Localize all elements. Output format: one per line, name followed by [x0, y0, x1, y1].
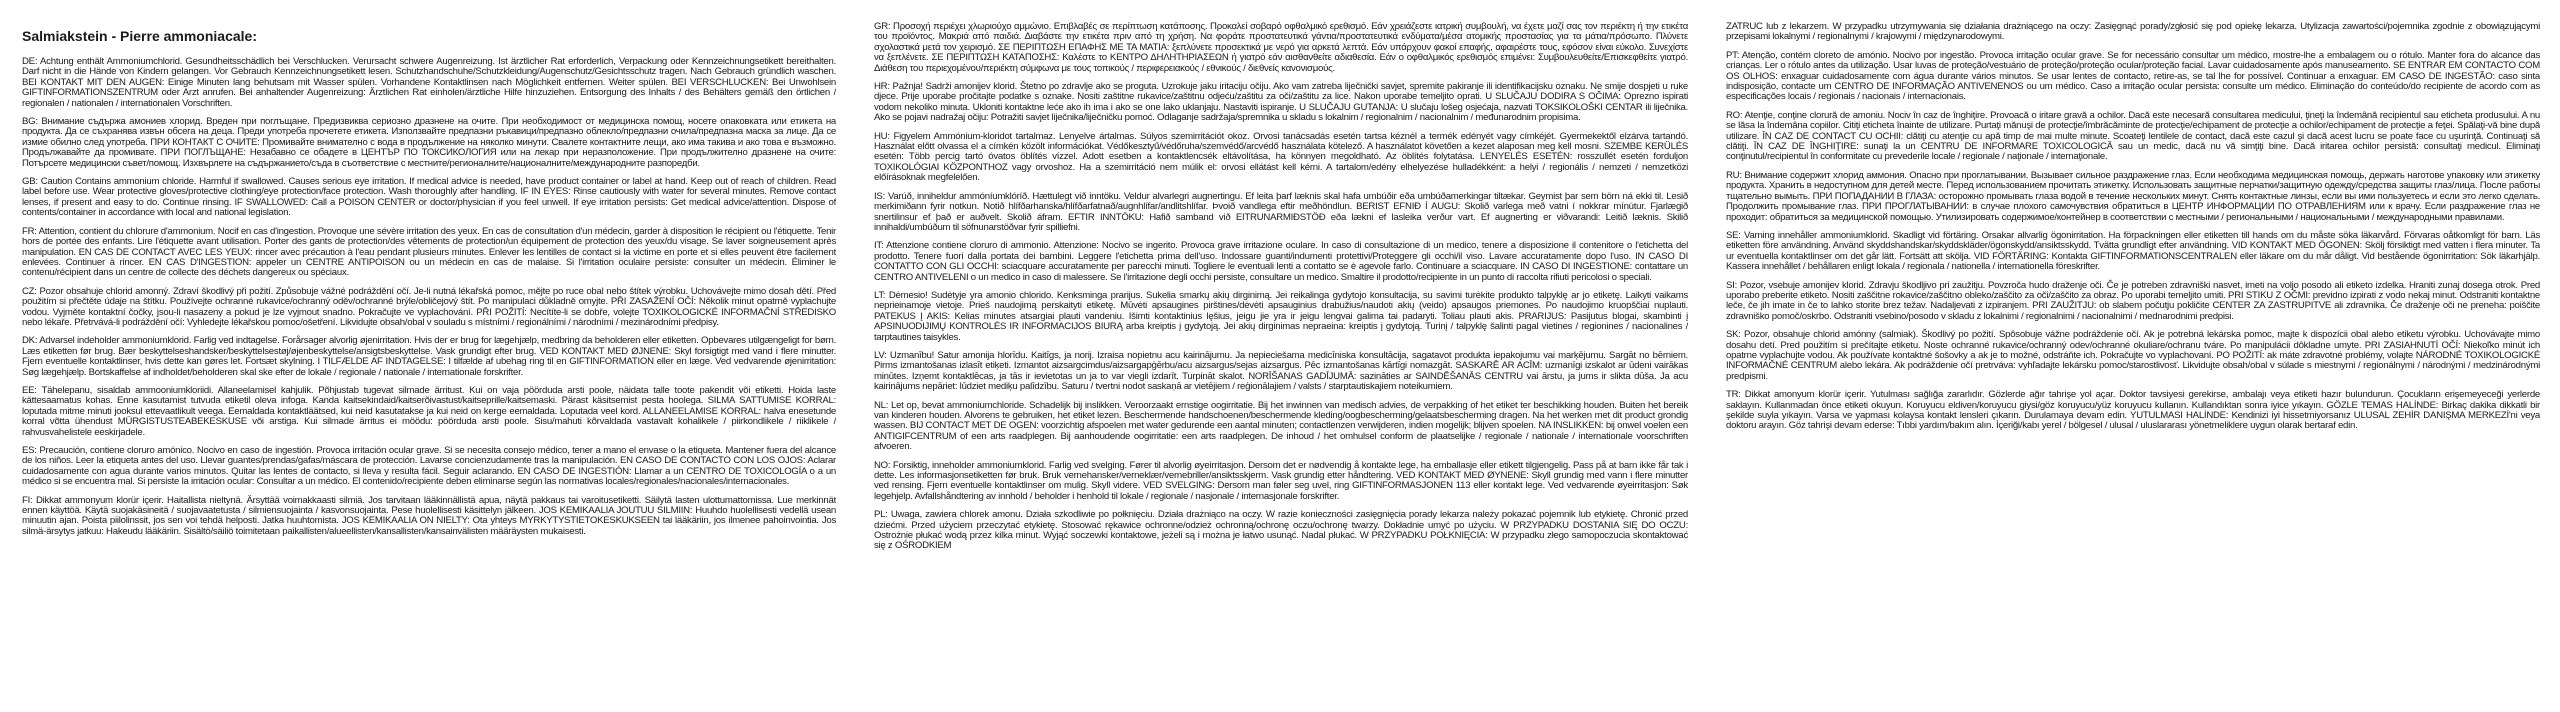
- warning-paragraph: SE: Varning innehåller ammoniumklorid. Skadligt vid förtäring. Orsakar allvarlig ögonirritation. Ha förpackningen eller etiketten till hands om du måste söka läkarvård. Förvaras oåtkomligt för barn. Läs etiketten före användning. Använd skyddshandskar/skyddskläder/ögonskydd/ansiktsskydd. Tvätta grundligt efter användning. VID KONTAKT MED ÖGONEN: Skölj försiktigt med vatten i flera minuter. Ta ur eventuella kontaktlinser om det går lätt. Fortsätt att skölja. VID FÖRTÄRING: Kontakta GIFTINFORMATIONSCENTRALEN eller läkare om du mår dåligt. Vid bestående ögonirritation: Sök läkarhjälp. Kassera innehållet / behållaren enligt lokala / regionala / nationella / internationella föreskrifter.: [1726, 229, 2540, 273]
- warning-paragraph: GR: Προσοχή περιέχει χλωριούχο αμμώνιο. Επιβλαβές σε περίπτωση κατάποσης. Προκαλεί σοβαρό οφθαλμικό ερεθισμό. Εάν χρειάζεστε ιατρική συμβουλή, να έχετε μαζί σας τον περιέκτη ή την ετικέτα του προϊόντος. Μακριά από παιδιά. Διαβάστε την ετικέτα πριν από τη χρήση. Να φοράτε προστατευτικά γάντια/προστατευτικά ενδύματα/μέσα ατομικής προστασίας για τα μάτια/πρόσωπο. Πλύνετε σχολαστικά μετά τον χειρισμό. ΣΕ ΠΕΡΙΠΤΩΣΗ ΕΠΑΦΗΣ ΜΕ ΤΑ ΜΑΤΙΑ: ξεπλύνετε προσεκτικά με νερό για αρκετά λεπτά. Εάν υπάρχουν φακοί επαφής, αφαιρέστε τους, εφόσον είναι εύκολο. Συνεχίστε να ξεπλένετε. ΣΕ ΠΕΡΙΠΤΩΣΗ ΚΑΤΑΠΟΣΗΣ: Καλέστε το ΚΕΝΤΡΟ ΔΗΛΗΤΗΡΙΑΣΕΩΝ ή γιατρό εάν αισθανθείτε αδιαθεσία. Εάν ο οφθαλμικός ερεθισμός επιμένει: Συμβουλευθείτε/Επισκεφθείτε γιατρό. Διάθεση του περιεχομένου/περιέκτη σύμφωνα με τους τοπικούς / περιφερειακούς / εθνικούς / διεθνείς κανονισμούς.: [874, 22, 1688, 74]
- warning-paragraph: ZATRUĆ lub z lekarzem. W przypadku utrzymywania się działania drażniącego na oczy: Zasięgnąć porady/zgłosić się pod opiekę lekarza. Utylizacja zawartości/pojemnika zgodnie z obowiązującymi przepisami lokalnymi / regionalnymi / krajowymi / międzynarodowymi.: [1726, 22, 2540, 43]
- warning-paragraph: BG: Внимание съдържа амониев хлорид. Вреден при поглъщане. Предизвиква сериозно дразнене на очите. При необходимост от медицинска помощ, носете опаковката или етикета на продукта. Да се съхранява извън обсега на деца. Преди употреба прочетете етикета. Използвайте предпазни ръкавици/предпазно облекло/предпазни очила/предпазна маска за лице. Да се измие обилно след употреба. ПРИ КОНТАКТ С ОЧИТЕ: Промивайте внимателно с вода в продължение на няколко минути. Свалете контактните лещи, ако има такива и ако това е възможно. Продължавайте да промивате. ПРИ ПОГЛЪЩАНЕ: Незабавно се обадете в ЦЕНТЪР ПО ТОКСИКОЛОГИЯ или на лекар при неразположение. При продължително дразнене на очите: Потърсете медицински съвет/помощ. Изхвърлете на съдържанието/съда в съответствие с местните/регионалните/националните/международните разпоредби.: [22, 116, 836, 169]
- warning-paragraph: TR: Dikkat amonyum klorür içerir. Yutulması sağlığa zararlıdır. Gözlerde ağır tahrişe yol açar. Doktor tavsiyesi gerekirse, ambalajı veya etiketi hazır bulundurun. Çocukların erişemeyeceği yerlerde saklayın. Kullanmadan önce etiketi okuyun. Koruyucu eldiven/koruyucu giysi/göz koruyucu/yüz koruyucu kullanın. Kullandıktan sonra iyice yıkayın. GÖZLE TEMAS HALİNDE: Birkaç dakika dikkatli bir şekilde suyla yıkayın. Varsa ve yapması kolaysa kontakt lensleri çıkarın. Durulamaya devam edin. YUTULMASI HALİNDE: Kendinizi iyi hissetmiyorsanız ULUSAL ZEHİR DANIŞMA MERKEZİ'ni veya doktoru arayın. Göz tahrişi devam ederse: Tıbbi yardım/bakım alın. İçeriği/kabı yerel / bölgesel / ulusal / uluslararası yönetmeliklere uygun olarak bertaraf edin.: [1726, 389, 2540, 432]
- warning-paragraph: FI: Dikkat ammonyum klorür içerir. Haitallista nieltynä. Ärsyttää voimakkaasti silmiä. Jos tarvitaan lääkinnällistä apua, näytä pakkaus tai varoitusetiketti. Säilytä lasten ulottumattomissa. Lue merkinnät ennen käyttöä. Käytä suojakäsineitä / suojavaatetusta / silmiensuojainta / kasvonsuojainta. Pese huolellisesti käsittelyn jälkeen. JOS KEMIKAALIA JOUTUU SILMIIN: Huuhdo huolellisesti vedellä usean minuutin ajan. Poista piilolinssit, jos sen voi tehdä helposti. Jatka huuhtomista. JOS KEMIKAALIA ON NIELTY: Ota yhteys MYRKYTYSTIETOKESKUKSEEN tai lääkäriin, jos ilmenee pahoinvointia. Jos silmä-ärsytys jatkuu: Hakeudu lääkäriin. Sisältö/säiliö toimitetaan paikallisten/alueellisten/kansallisten/kansainvälisten määräysten mukaisesti.: [22, 494, 836, 537]
- warning-paragraph: CZ: Pozor obsahuje chlorid amonný. Zdraví škodlivý při požití. Způsobuje vážné podráždění očí. Je-li nutná lékařská pomoc, mějte po ruce obal nebo štítek výrobku. Uchovávejte mimo dosah dětí. Před použitím si přečtěte údaje na štítku. Používejte ochranné rukavice/ochranný oděv/ochranné brýle/obličejový štít. Po manipulaci důkladně omyjte. PŘI ZASAŽENÍ OČÍ: Několik minut opatrně vyplachujte vodou. Vyjměte kontaktní čočky, jsou-li nasazeny a pokud je lze vyjmout snadno. Pokračujte ve vyplachování. PŘI POŽITÍ: Necítíte-li se dobře, volejte TOXIKOLOGICKÉ INFORMAČNÍ STŘEDISKO nebo lékaře. Přetrvává-li podráždění očí: Vyhledejte lékařskou pomoc/ošetření. Likvidujte obsah/obal v souladu s místními / regionálními / národními / mezinárodními předpisy.: [22, 285, 836, 328]
- warning-paragraph: NL: Let op, bevat ammoniumchloride. Schadelijk bij inslikken. Veroorzaakt ernstige oogirritatie. Bij het inwinnen van medisch advies, de verpakking of het etiket ter beschikking houden. Buiten het bereik van kinderen houden. Alvorens te gebruiken, het etiket lezen. Beschermende handschoenen/beschermende kleding/oogbescherming/gelaatsbescherming dragen. Na het werken met dit product grondig wassen. BIJ CONTACT MET DE OGEN: voorzichtig afspoelen met water gedurende een aantal minuten; contactlenzen verwijderen, indien mogelijk; blijven spoelen. NA INSLIKKEN: bij onwel voelen een ANTIGIFCENTRUM of een arts raadplegen. Bij aanhoudende oogirritatie: een arts raadplegen. De inhoud / het omhulsel conform de plaatselijke / regionale / nationale / internationale voorschriften afvoeren.: [874, 399, 1688, 453]
- text-column-2: [874, 22, 1688, 700]
- warning-paragraph: LV: Uzmanību! Satur amonija hlorīdu. Kaitīgs, ja norij. Izraisa nopietnu acu kairinājumu. Ja nepieciešama medicīniska konsultācija, sagatavot produkta iepakojumu vai marķējumu. Sargāt no bērniem. Pirms izmantošanas izlasīt etiķeti. Izmantot aizsargcimdus/aizsargapģērbu/acu aizsargus/sejas aizsargus. Pēc izmantošanas kārtīgi nomazgāt. SASKARĒ AR ACĪM: uzmanīgi izskalot ar ūdeni vairākas minūtes. Izņemt kontaktlēcas, ja tās ir ievietotas un ja to var viegli izdarīt. Turpināt skalot. NORĪŠANAS GADĪJUMĀ: sazināties ar SAINDĒŠANĀS CENTRU vai ārstu, ja jums ir slikta dūša. Ja acu kairinājums nepāriet: lūdziet mediķu palīdzību. Saturu / tvertni nodot saskaņā ar vietējiem / reģionālajiem / valsts / starptautiskajiem noteikumiem.: [874, 349, 1688, 393]
- warning-paragraph: NO: Forsiktig, inneholder ammoniumklorid. Farlig ved svelging. Fører til alvorlig øyeirritasjon. Dersom det er nødvendig å kontakte lege, ha emballasje eller etikett tilgjengelig. Pass på at barn ikke får tak i dette. Les informasjonsetiketten før bruk. Bruk vernehansker/verneklær/vernebriller/ansiktsskjerm. Vask grundig etter håndtering. VED KONTAKT MED ØYNENE: Skyll grundig med vann i flere minutter ved rensing. Fjern eventuelle kontaktlinser om mulig. Skyll videre. VED SVELGING: Dersom man føler seg uvel, ring GIFTINFORMASJONEN 113 eller kontakt lege. Ved vedvarende øyeirritasjon: Søk legehjelp. Avfallshåndtering av innhold / beholder i henhold til lokale / regionale / nasjonale / internasjonale forskrifter.: [874, 459, 1688, 502]
- warning-paragraph: PL: Uwaga, zawiera chlorek amonu. Działa szkodliwie po połknięciu. Działa drażniąco na oczy. W razie konieczności zasięgnięcia porady lekarza należy pokazać pojemnik lub etykietę. Chronić przed dziećmi. Przed użyciem przeczytać etykietę. Stosować rękawice ochronne/odzież ochronną/ochronę oczu/ochronę twarzy. Dokładnie umyć po użyciu. W PRZYPADKU DOSTANIA SIĘ DO OCZU: Ostrożnie płukać wodą przez kilka minut. Wyjąć soczewki kontaktowe, jeżeli są i można je łatwo usunąć. Nadal płukać. W PRZYPADKU POŁKNIĘCIA: W przypadku złego samopoczucia skontaktować się z OŚRODKIEM: [874, 509, 1688, 552]
- warning-paragraph: RU: Внимание содержит хлорид аммония. Опасно при проглатывании. Вызывает сильное раздражение глаз. Если необходима медицинская помощь, держать наготове упаковку или этикетку продукта. Хранить в недоступном для детей месте. Перед использованием прочитать этикетку. Использовать защитные перчатки/защитную одежду/средства защиты глаз/лица. После работы тщательно вымыть. ПРИ ПОПАДАНИИ В ГЛАЗА: осторожно промывать глаза водой в течение нескольких минут. Снять контактные линзы, если вы ими пользуетесь и если это легко сделать. Продолжить промывание глаз. ПРИ ПРОГЛАТЫВАНИИ: в случае плохого самочувствия обратиться в ЦЕНТР ИНФОРМАЦИИ ПО ОТРАВЛЕНИЯМ или к врачу. Если раздражение глаз не проходит: обратиться за медицинской помощью. Утилизировать содержимое/контейнер в соответствии с местными / региональными / национальными / международными правилами.: [1726, 169, 2540, 223]
- warning-paragraph: SK: Pozor, obsahuje chlorid amónny (salmiak). Škodlivý po požití. Spôsobuje vážne podráždenie očí. Ak je potrebná lekárska pomoc, majte k dispozícii obal alebo etiketu výrobku. Uchovávajte mimo dosahu detí. Pred použitím si prečítajte etiketu. Noste ochranné rukavice/ochranný odev/ochranné okuliare/ochranu tváre. Po manipulácii dôkladne umyte. PRI ZASIAHNUTÍ OČÍ: Niekoľko minút ich opatrne vyplachujte vodou. Ak používate kontaktné šošovky a ak je to možné, odstráňte ich. Pokračujte vo vyplachovaní. PO POŽITÍ: ak máte zdravotné problémy, volajte NÁRODNÉ TOXIKOLOGICKÉ INFORMAČNÉ CENTRUM alebo lekára. Ak podráždenie očí pretrváva: vyhľadajte lekársku pomoc/starostlivosť. Likvidujte obsah/obal v súlade s miestnymi / regionálnymi / národnými / medzinárodnými predpismi.: [1726, 329, 2540, 382]
- warning-paragraph: FR: Attention, contient du chlorure d'ammonium. Nocif en cas d'ingestion. Provoque une sévère irritation des yeux. En cas de consultation d'un médecin, garder à disposition le récipient ou l'étiquette. Tenir hors de portée des enfants. Lire l'étiquette avant utilisation. Porter des gants de protection/des vêtements de protection/un équipement de protection des yeux/du visage. Se laver soigneusement après manipulation. EN CAS DE CONTACT AVEC LES YEUX: rincer avec précaution à l'eau pendant plusieurs minutes. Enlever les lentilles de contact si la victime en porte et si elles peuvent être facilement enlevées. Continuer à rincer. EN CAS D'INGESTION: appeler un CENTRE ANTIPOISON ou un médecin en cas de malaise. Si l'irritation oculaire persiste: consulter un médecin. Éliminer le contenu/récipient dans un centre de collecte des déchets dangereux ou spéciaux.: [22, 225, 836, 279]
- text-column-1: [22, 22, 836, 700]
- warning-paragraph: GB: Caution Contains ammonium chloride. Harmful if swallowed. Causes serious eye irritation. If medical advice is needed, have product container or label at hand. Keep out of reach of children. Read label before use. Wear protective gloves/protective clothing/eye protection/face protection. Wash thoroughly after handling. IF IN EYES: Rinse cautiously with water for several minutes. Remove contact lenses, if present and easy to do. Continue rinsing. IF SWALLOWED: Call a POISON CENTER or doctor/physician if you feel unwell. If eye irritation persists: Get medical advice/attention. Dispose of contents/container in accordance with local and national legislation.: [22, 176, 836, 219]
- warning-paragraph: SI: Pozor, vsebuje amonijev klorid. Zdravju škodljivo pri zaužitju. Povzroča hudo draženje oči. Če je potreben zdravniški nasvet, imeti na voljo posodo ali etiketo izdelka. Hraniti zunaj dosega otrok. Pred uporabo preberite etiketo. Nositi zaščitne rokavice/zaščitno obleko/zaščito za oči/zaščito za obraz. Po uporabi temeljito umiti. PRI STIKU Z OČMI: previdno izpirati z vodo nekaj minut. Odstraniti kontaktne leče, če jih imate in če to lahko storite brez težav. Nadaljevati z izpiranjem. PRI ZAUŽITJU: ob slabem počutju pokličite CENTER ZA ZASTRUPITVE ali zdravnika. Če draženje oči ne preneha: poiščite zdravniško pomoč/oskrbo. Odstraniti vsebino/posodo v skladu z lokalnimi / regionalnimi / nacionalnimi / mednarodnimi predpisi.: [1726, 279, 2540, 322]
- warning-paragraph: ES: Precaución, contiene cloruro amónico. Nocivo en caso de ingestión. Provoca irritación ocular grave. Si se necesita consejo médico, tener a mano el envase o la etiqueta. Mantener fuera del alcance de los niños. Leer la etiqueta antes del uso. Llevar guantes/prendas/gafas/máscara de protección. Lavarse concienzudamente tras la manipulación. EN CASO DE CONTACTO CON LOS OJOS: Aclarar cuidadosamente con agua durante varios minutos. Quitar las lentes de contacto, si lleva y resulta fácil. Seguir aclarando. EN CASO DE INGESTIÓN: Llamar a un CENTRO DE TOXICOLOGÍA o a un médico si se encuentra mal. Si persiste la irritación ocular: Consultar a un médico. El contenido/recipiente deben eliminarse según las normativas locales/regionales/nacionales/internacionales.: [22, 445, 836, 488]
- warning-paragraph: DK: Advarsel indeholder ammoniumklorid. Farlig ved indtagelse. Forårsager alvorlig øjenirritation. Hvis der er brug for lægehjælp, medbring da beholderen eller etiketten. Opbevares utilgængeligt for børn. Læs etiketten før brug. Bær beskyttelseshandsker/beskyttelsestøj/øjenbeskyttelse/ansigtsbeskyttelse. Vask grundigt efter brug. VED KONTAKT MED ØJNENE: Skyl forsigtigt med vand i flere minutter. Fjern eventuelle kontaktlinser, hvis dette kan gøres let. Fortsæt skylning. I TILFÆLDE AF INDTAGELSE: I tilfælde af ubehag ring til en GIFTINFORMATION eller en læge. Ved vedvarende øjenirritation: Søg lægehjælp. Bortskaffelse af indholdet/beholderen skal ske efter de lokale / regionale / nationale / internationale forskrifter.: [22, 335, 836, 378]
- warning-paragraph: DE: Achtung enthält Ammoniumchlorid. Gesundheitsschädlich bei Verschlucken. Verursacht schwere Augenreizung. Ist ärztlicher Rat erforderlich, Verpackung oder Kennzeichnungsetikett bereithalten. Darf nicht in die Hände von Kindern gelangen. Vor Gebrauch Kennzeichnungsetikett lesen. Schutzhandschuhe/Schutzkleidung/Augenschutz/Gesichtsschutz tragen. Nach Gebrauch gründlich waschen. BEI KONTAKT MIT DEN AUGEN: Einige Minuten lang behutsam mit Wasser spülen. Vorhandene Kontaktlinsen nach Möglichkeit entfernen. Weiter spülen. BEI VERSCHLUCKEN: Bei Unwohlsein GIFTINFORMATIONSZENTRUM oder Arzt anrufen. Bei anhaltender Augenreizung: Ärztlichen Rat einholen/ärztliche Hilfe hinzuziehen. Entsorgung des Inhalts / des Behälters gemäß den örtlichen / regionalen / nationalen / internationalen Vorschriften.: [22, 56, 836, 109]
- warning-paragraph: LT: Dėmesio! Sudėtyje yra amonio chlorido. Kenksminga prarijus. Sukelia smarkų akių dirginimą. Jei reikalinga gydytojo konsultacija, su savimi turėkite produkto talpyklę ar jo etiketę. Laikyti vaikams neprieinamoje vietoje. Prieš naudojimą perskaityti etiketę. Mūvėti apsaugines pirštines/dėvėti apsauginius drabužius/naudoti akių (veido) apsaugos priemones. Po naudojimo kruopščiai nuplauti. PATEKUS Į AKIS: Kelias minutes atsargiai plauti vandeniu. Išimti kontaktinius lęšius, jeigu jie yra ir jeigu lengvai galima tai padaryti. Toliau plauti akis. PRARIJUS: Pasijutus blogai, skambinti į APSINUODIJIMŲ KONTROLĖS IR INFORMACIJOS BIURĄ arba kreiptis į gydytoją. Jei akių dirginimas nepraeina: kreiptis į gydytoją. Turinį / talpyklę šalinti pagal vietines / regionines / nacionalines / tarptautines taisykles.: [874, 289, 1688, 343]
- warning-paragraph: HU: Figyelem Ammónium-kloridot tartalmaz. Lenyelve ártalmas. Súlyos szemirritációt okoz. Orvosi tanácsadás esetén tartsa kéznél a termék edényét vagy címkéjét. Gyermekektől elzárva tartandó. Használat előtt olvassa el a címkén közölt információkat. Védőkesztyű/védőruha/szemvédő/arcvédő használata kötelező. A használatot követően a kezet alaposan meg kell mosni. SZEMBE KERÜLÉS esetén: Több percig tartó óvatos öblítés vízzel. Adott esetben a kontaktlencsék eltávolítása, ha könnyen megoldható. Az öblítés folytatása. LENYELÉS ESETÉN: rosszullét esetén forduljon TOXIKOLÓGIAI KÖZPONTHOZ vagy orvoshoz. Ha a szemirritáció nem múlik el: orvosi ellátást kell kérni. A tartalom/edény elhelyezése hulladékként: a helyi / regionális / nemzeti / nemzetközi előírásoknak megfelelően.: [874, 130, 1688, 184]
- product-title: Salmiakstein - Pierre ammoniacale:: [22, 28, 257, 44]
- warning-paragraph: HR: Pažnja! Sadrži amonijev klorid. Štetno po zdravlje ako se proguta. Uzrokuje jaku iritaciju očiju. Ako vam zatreba liječnički savjet, spremite pakiranje ili identifikacijsku oznaku. Ne smije dospjeti u ruke djece. Prije uporabe pročitajte podatke s oznake. Nositi zaštitne rukavice/zaštitnu odjeću/zaštitu za oči/zaštitu za lice. Nakon uporabe temeljito oprati. U SLUČAJU DODIRA S OČIMA: Oprezno ispirati vodom nekoliko minuta. Ukloniti kontaktne leće ako ih ima i ako se one lako uklanjaju. Nastaviti ispiranje. U SLUČAJU GUTANJA: U slučaju lošeg osjećaja, nazvati TOKSIKOLOŠKI CENTAR ili liječnika. Ako se pojavi nadražaj očiju: Potražiti savjet liječnika/liječničku pomoć. Odlaganje sadržaja/spremnika u skladu s lokalnim / regionalnim / nacionalnim / međunarodnim propisima.: [874, 81, 1688, 124]
- warning-paragraph: EE: Tähelepanu, sisaldab ammooniumkloriidi. Allaneelamisel kahjulik. Põhjustab tugevat silmade ärritust. Kui on vaja pöörduda arsti poole, näidata talle toote pakendit või etiketti. Hoida laste kättesaamatus kohas. Enne kasutamist tutvuda etiketil oleva infoga. Kanda kaitsekindaid/kaitserõivastust/kaitseprille/kaitsemaski. Pärast käsitsemist pesta hoolega. SILMA SATTUMISE KORRAL: loputada mitme minuti jooksul ettevaatlikult veega. Eemaldada kontaktläätsed, kui neid kasutatakse ja kui neid on kerge eemaldada. Loputada veel kord. ALLANEELAMISE KORRAL: halva enesetunde korral võtta ühendust MÜRGISTUSTEABEKESKUSE või arstiga. Kui silmade ärritus ei möödu: pöörduda arsti poole. Sisu/mahuti kõrvaldada vastavalt kohalikele / piirkondlikele / riiklikele / rahvusvahelistele eeskirjadele.: [22, 384, 836, 438]
- text-column-3: [1726, 22, 2540, 700]
- warning-paragraph: IT: Attenzione contiene cloruro di ammonio. Attenzione: Nocivo se ingerito. Provoca grave irritazione oculare. In caso di consultazione di un medico, tenere a disposizione il contenitore o l'etichetta del prodotto. Tenere fuori dalla portata dei bambini. Leggere l'etichetta prima dell'uso. Indossare guanti/indumenti protettivi/Proteggere gli occhi/il viso. Lavare accuratamente dopo l'uso. IN CASO DI CONTATTO CON GLI OCCHI: sciacquare accuratamente per parecchi minuti. Togliere le eventuali lenti a contatto se è agevole farlo. Continuare a sciacquare. IN CASO DI INGESTIONE: contattare un CENTRO ANTIVELENI o un medico in caso di malessere. Se l'irritazione degli occhi persiste, consultare un medico. Smaltire il prodotto/recipiente in un punto di raccolta rifiuti pericolosi o speciali.: [874, 240, 1688, 283]
- warning-paragraph: RO: Atenţie, conţine clorură de amoniu. Nociv în caz de înghiţire. Provoacă o iritare gravă a ochilor. Dacă este necesară consultarea medicului, ţineţi la îndemână recipientul sau eticheta produsului. A nu se lăsa la îndemâna copiilor. Citiţi eticheta înainte de utilizare. Purtaţi mănuşi de protecţie/îmbrăcăminte de protecţie/echipament de protecţie a ochilor/echipament de protecţie a feţei. Spălaţi-vă bine după utilizare. ÎN CAZ DE CONTACT CU OCHII: clătiţi cu atenţie cu apă timp de mai multe minute. Scoateţi lentilele de contact, dacă este cazul şi dacă acest lucru se poate face cu uşurinţă. Continuaţi să clătiţi. ÎN CAZ DE ÎNGHIŢIRE: sunaţi la un CENTRU DE INFORMARE TOXICOLOGICĂ sau un medic, dacă nu vă simţiţi bine. Dacă iritarea ochilor persistă: consultaţi medicul. Eliminaţi conţinutul/recipientul în conformitate cu prevederile locale / regionale / naţionale / internaţionale.: [1726, 109, 2540, 163]
- warning-paragraph: PT: Atenção, contém cloreto de amónio. Nocivo por ingestão. Provoca irritação ocular grave. Se for necessário consultar um médico, mostre-lhe a embalagem ou o rótulo. Manter fora do alcance das crianças. Ler o rótulo antes da utilização. Usar luvas de proteção/vestuário de proteção/proteção ocular/proteção facial. Lavar cuidadosamente após manuseamento. SE ENTRAR EM CONTACTO COM OS OLHOS: enxaguar cuidadosamente com água durante vários minutos. Se usar lentes de contacto, retire-as, se tal lhe for possível. Continuar a enxaguar. EM CASO DE INGESTÃO: caso sinta indisposição, contacte um CENTRO DE INFORMAÇÃO ANTIVENENOS ou um médico. Caso a irritação ocular persista: consulte um médico. Eliminação do conteúdo/do recipiente de acordo com as especificações locais / regionais / nacionais / internacionais.: [1726, 49, 2540, 103]
- warning-paragraph: IS: Varúð, inniheldur ammóníumklóríð. Hættulegt við inntöku. Veldur alvarlegri augnertingu. Ef leita þarf læknis skal hafa umbúðir eða umbúðamerkingar tiltækar. Geymist þar sem börn ná ekki til. Lesið merkimiðann fyrir notkun. Notið hlífðarhanska/hlífðarfatnað/augnhlífar/andlitshlífar. Þvoið vandlega eftir meðhöndlun. BERIST EFNIÐ Í AUGU: Skolið varlega með vatni í nokkrar mínútur. Fjarlægið snertilinsur ef það er auðvelt. Skolið áfram. EFTIR INNTÖKU: Hafið samband við EITRUNARMIÐSTÖÐ eða lækni ef lasleika verður vart. Ef augnerting er viðvarandi: Leitið læknis. Skilið innihaldi/umbúðum til söfnunarstöðvar fyrir spilliefni.: [874, 190, 1688, 233]
